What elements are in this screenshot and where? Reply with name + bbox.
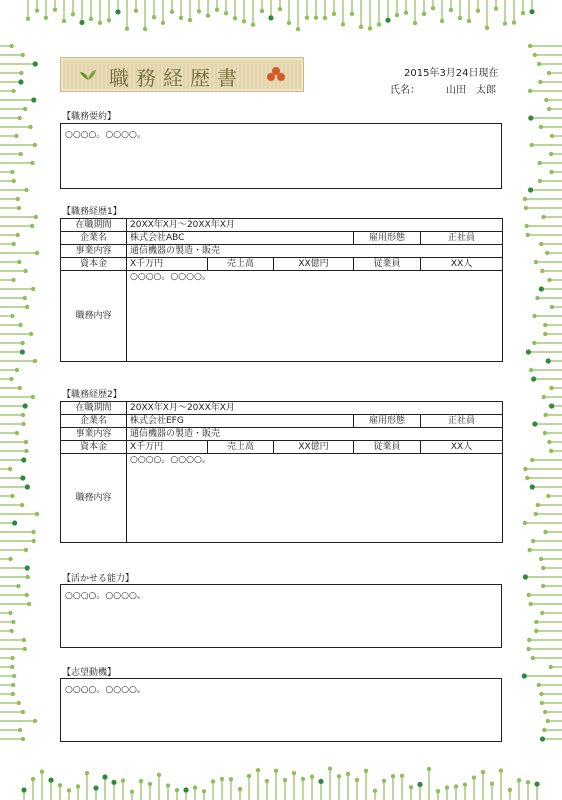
employees-label: 従業員	[354, 441, 421, 454]
duties-label: 職務内容	[61, 454, 127, 543]
employees-value[interactable]: XX人	[421, 258, 503, 271]
name-label: 氏名：	[390, 85, 420, 96]
sales-value[interactable]: XX億円	[274, 441, 354, 454]
table-row	[61, 428, 503, 441]
career-1-label: 【職務経歴1】	[62, 207, 122, 217]
motivation-box[interactable]	[60, 678, 502, 742]
table-row	[61, 271, 503, 362]
table-row	[61, 402, 503, 415]
motivation-label: 【志望動機】	[62, 668, 117, 678]
capital-label: 資本金	[61, 441, 127, 454]
skills-label: 【活かせる能力】	[62, 574, 135, 584]
table-row	[61, 454, 503, 543]
decorative-border-right	[510, 40, 562, 750]
period-value[interactable]: 20XX年X月～20XX年X月	[127, 402, 503, 415]
employment-value[interactable]: 正社員	[421, 232, 503, 245]
employment-label: 雇用形態	[354, 232, 421, 245]
period-label: 在職期間	[61, 219, 127, 232]
duties-value[interactable]: ○○○○。○○○○。	[127, 454, 503, 543]
table-row	[61, 245, 503, 258]
employment-label: 雇用形態	[354, 415, 421, 428]
table-row	[61, 415, 503, 428]
company-label: 企業名	[61, 415, 127, 428]
motivation-text: ○○○○。○○○○。	[65, 685, 146, 695]
career-2-label: 【職務経歴2】	[62, 390, 122, 400]
document-title: 職務経歴書	[109, 66, 244, 90]
capital-value[interactable]: X千万円	[127, 441, 208, 454]
company-value[interactable]: 株式会社EFG	[127, 415, 354, 428]
company-label: 企業名	[61, 232, 127, 245]
period-label: 在職期間	[61, 402, 127, 415]
name-value: 山田 太郎	[446, 85, 496, 96]
career-1-table	[60, 218, 503, 362]
summary-text: ○○○○。○○○○。	[65, 130, 146, 140]
table-row	[61, 441, 503, 454]
capital-label: 資本金	[61, 258, 127, 271]
career-2-table	[60, 401, 503, 543]
skills-text: ○○○○。○○○○。	[65, 591, 146, 601]
sales-label: 売上高	[208, 441, 274, 454]
summary-box[interactable]	[60, 123, 502, 189]
duties-label: 職務内容	[61, 271, 127, 362]
business-label: 事業内容	[61, 245, 127, 258]
employees-value[interactable]: XX人	[421, 441, 503, 454]
period-value[interactable]: 20XX年X月～20XX年X月	[127, 219, 503, 232]
leaf-icon	[79, 67, 97, 81]
duties-value[interactable]: ○○○○。○○○○。	[127, 271, 503, 362]
table-row	[61, 258, 503, 271]
skills-box[interactable]	[60, 584, 502, 648]
capital-value[interactable]: X千万円	[127, 258, 208, 271]
sales-value[interactable]: XX億円	[274, 258, 354, 271]
employment-value[interactable]: 正社員	[421, 415, 503, 428]
business-label: 事業内容	[61, 428, 127, 441]
title-plate	[60, 57, 304, 92]
document-date: 2015年3月24日現在	[404, 68, 499, 79]
business-value[interactable]: 通信機器の製造・販売	[127, 245, 503, 258]
decorative-border-left	[0, 40, 50, 750]
summary-label: 【職務要約】	[62, 112, 117, 122]
business-value[interactable]: 通信機器の製造・販売	[127, 428, 503, 441]
table-row	[61, 219, 503, 232]
employees-label: 従業員	[354, 258, 421, 271]
company-value[interactable]: 株式会社ABC	[127, 232, 354, 245]
berries-icon	[266, 66, 286, 82]
decorative-border-bottom	[0, 742, 562, 800]
decorative-border-top	[0, 0, 562, 48]
table-row	[61, 232, 503, 245]
sales-label: 売上高	[208, 258, 274, 271]
